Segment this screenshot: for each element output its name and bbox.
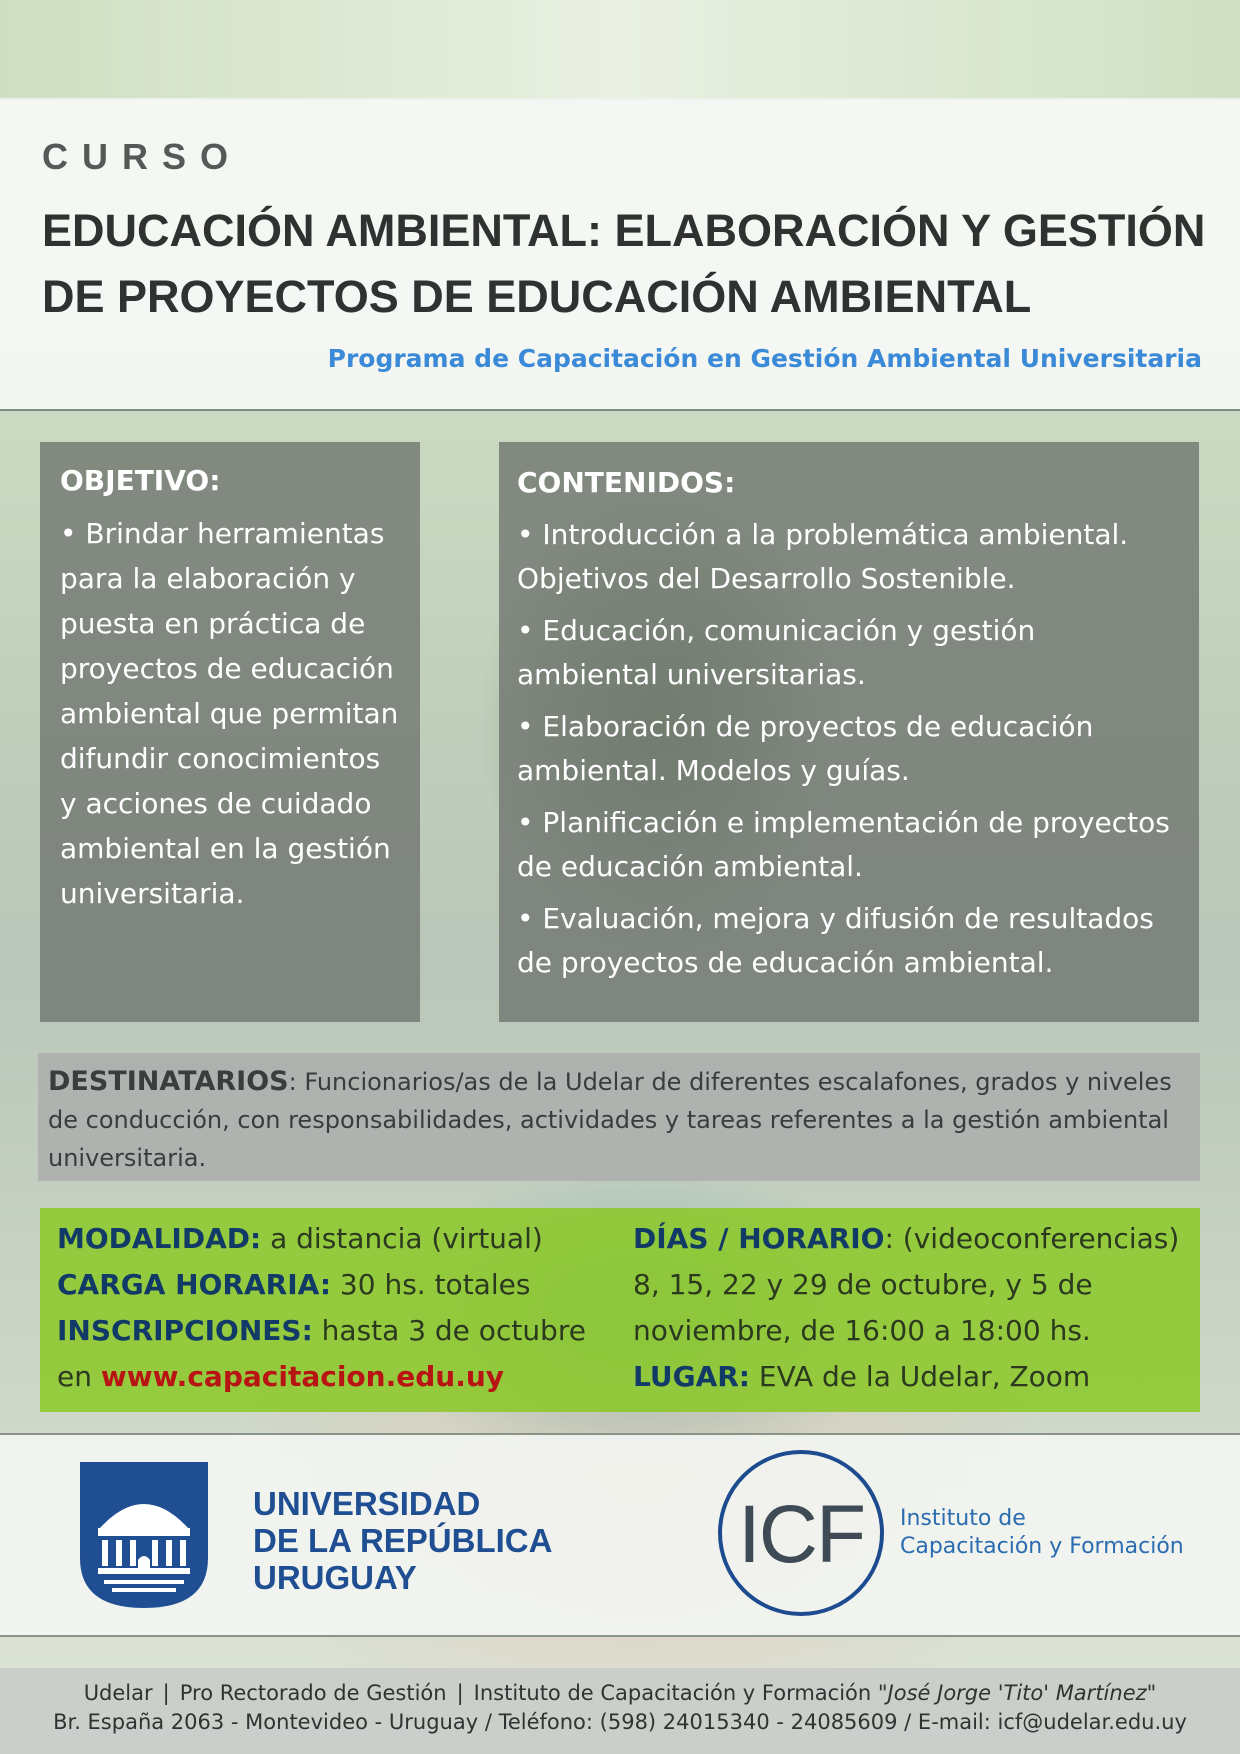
carga-horaria-label: CARGA HORARIA: (57, 1268, 332, 1301)
course-info-right (633, 1216, 1193, 1400)
modalidad-label: MODALIDAD: (57, 1222, 262, 1255)
footer-udelar: Udelar (83, 1681, 153, 1705)
contenidos-panel (499, 442, 1199, 1022)
registration-url-row (57, 1354, 617, 1400)
udelar-name-line3: URUGUAY (253, 1559, 417, 1596)
registration-link[interactable]: www.capacitacion.edu.uy (100, 1360, 505, 1393)
contenidos-item: • Evaluación, mejora y difusión de resultados de proyectos de educación ambiental. (517, 902, 1154, 979)
contenidos-heading: CONTENIDOS: (517, 466, 736, 499)
footer-prorectorado: Pro Rectorado de Gestión (179, 1681, 447, 1705)
dias-horario-text: 8, 15, 22 y 29 de octubre, y 5 de noviembre, de 16:00 a 18:00 hs. (633, 1268, 1093, 1347)
course-info-band (40, 1208, 1200, 1412)
icf-logo-letters: ICF (737, 1489, 865, 1580)
carga-horaria-value: 30 hs. totales (331, 1268, 531, 1301)
modalidad-row (57, 1216, 617, 1262)
objetivo-text: • Brindar herramientas para la elaboración y puesta en práctica de proyectos de educación ambiental que permitan difundir conocimientos y acciones de cuidado ambiental en la gestión universitaria. (60, 517, 399, 910)
objetivo-panel (40, 442, 420, 1022)
destinatarios-text: : Funcionarios/as de la Udelar de diferentes escalafones, grados y niveles de conducción, con responsabilidades, actividades y tareas referentes a la gestión ambiental universitaria. (48, 1068, 1172, 1172)
dias-horario-row (633, 1216, 1193, 1262)
udelar-name-line1: UNIVERSIDAD (253, 1485, 481, 1522)
top-background-strip (0, 0, 1240, 100)
icf-wordmark (900, 1505, 1184, 1561)
inscripciones-value: hasta 3 de octubre (312, 1314, 586, 1347)
dias-horario-suffix: : (videoconferencias) (884, 1222, 1180, 1255)
footer (0, 1668, 1240, 1754)
logo-band (0, 1433, 1240, 1637)
dias-horario-label: DÍAS / HORARIO (633, 1222, 885, 1255)
lugar-row (633, 1354, 1193, 1400)
inscripciones-row (57, 1308, 617, 1354)
carga-horaria-row (57, 1262, 617, 1308)
en-text: en (57, 1360, 101, 1393)
lugar-label: LUGAR: (633, 1360, 750, 1393)
course-title (42, 198, 1232, 330)
header-band (0, 98, 1240, 411)
footer-separator: | (456, 1681, 464, 1705)
objetivo-heading: OBJETIVO: (60, 464, 221, 497)
course-kicker: CURSO (42, 136, 243, 177)
footer-contact-line: Br. España 2063 - Montevideo - Uruguay / Teléfono: (598) 24015340 - 24085609 / E-mail: icf@udelar.edu.uy (53, 1710, 1187, 1734)
course-title-line1: EDUCACIÓN AMBIENTAL: ELABORACIÓN Y GESTIÓN (42, 205, 1206, 256)
udelar-shield-icon (80, 1462, 208, 1608)
footer-instituto-honoree: "José Jorge 'Tito' Martínez" (877, 1681, 1157, 1705)
icf-name-line1: Instituto de (900, 1506, 1026, 1531)
contenidos-item: • Planificación e implementación de proyectos de educación ambiental. (517, 806, 1170, 883)
udelar-name-line2: DE LA REPÚBLICA (253, 1522, 553, 1559)
footer-instituto: Instituto de Capacitación y Formación (473, 1681, 878, 1705)
icf-logo-circle (718, 1450, 884, 1616)
udelar-wordmark (253, 1485, 552, 1596)
lugar-value: EVA de la Udelar, Zoom (750, 1360, 1091, 1393)
course-info-left (57, 1216, 617, 1400)
destinatarios-box (38, 1053, 1200, 1181)
contenidos-item: • Introducción a la problemática ambiental. Objetivos del Desarrollo Sostenible. (517, 518, 1129, 595)
inscripciones-label: INSCRIPCIONES: (57, 1314, 313, 1347)
destinatarios-label: DESTINATARIOS (48, 1066, 289, 1097)
course-title-line2: DE PROYECTOS DE EDUCACIÓN AMBIENTAL (42, 271, 1032, 322)
contenidos-item: • Elaboración de proyectos de educación ambiental. Modelos y guías. (517, 710, 1094, 787)
program-name: Programa de Capacitación en Gestión Ambiental Universitaria (327, 344, 1202, 373)
footer-line1 (0, 1679, 1240, 1708)
contenidos-item: • Educación, comunicación y gestión ambiental universitarias. (517, 614, 1036, 691)
modalidad-value: a distancia (virtual) (261, 1222, 543, 1255)
icf-name-line2: Capacitación y Formación (900, 1534, 1184, 1559)
footer-separator: | (162, 1681, 170, 1705)
